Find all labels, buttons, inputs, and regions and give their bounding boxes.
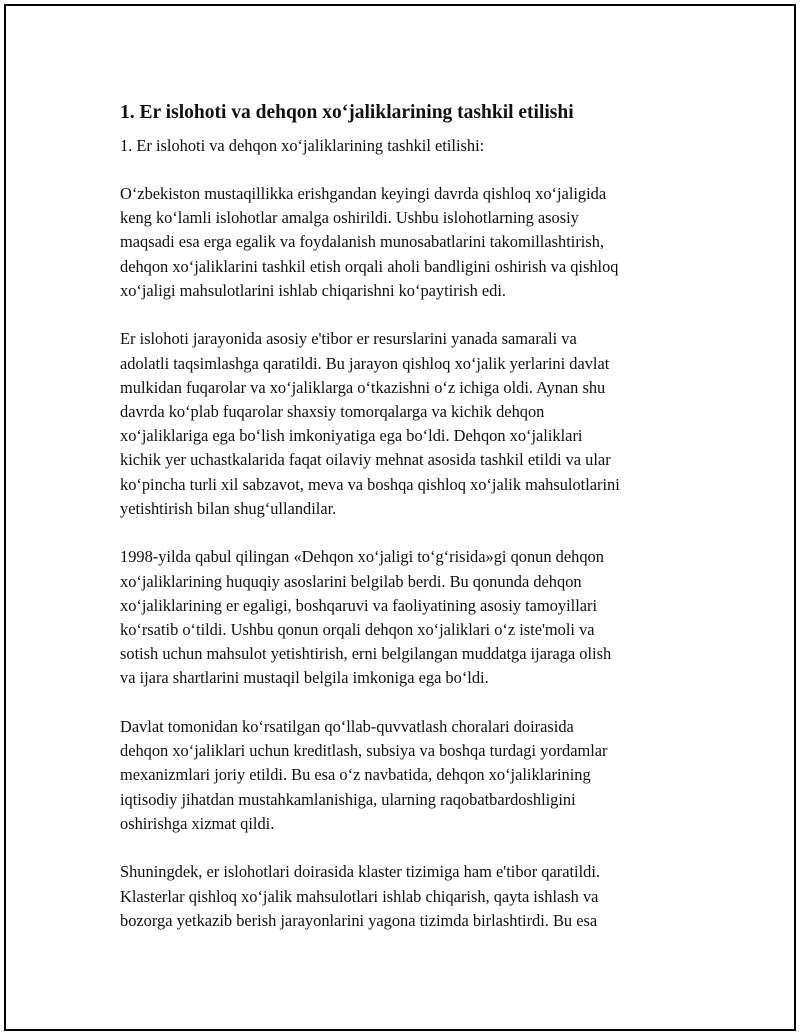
text-line: adolatli taqsimlashga qaratildi. Bu jarayon qishloq xoʻjalik yerlarini davlat (120, 353, 610, 373)
paragraph-1 (120, 182, 680, 303)
text-line: yetishtirish bilan shugʻullandilar. (120, 498, 337, 518)
text-line: Klasterlar qishloq xoʻjalik mahsulotlari ishlab chiqarish, qayta ishlash va (120, 886, 599, 906)
text-line: koʻpincha turli xil sabzavot, meva va boshqa qishloq xoʻjalik mahsulotlarini (120, 474, 620, 494)
text-line: davrda koʻplab fuqarolar shaxsiy tomorqalarga va kichik dehqon (120, 402, 545, 422)
text-line: oshirishga xizmat qildi. (120, 813, 275, 833)
section-subheading: 1. Er islohoti va dehqon xoʻjaliklarining tashkil etilishi: (120, 136, 485, 155)
document-content (120, 100, 680, 957)
text-line: maqsadi esa erga egalik va foydalanish munosabatlarini takomillashtirish, (120, 232, 605, 252)
text-line: sotish uchun mahsulot yetishtirish, erni belgilangan muddatga ijaraga olish (120, 644, 612, 664)
text-line: bozorga yetkazib berish jarayonlarini yagona tizimda birlashtirdi. Bu esa (120, 910, 598, 930)
document-page (4, 4, 796, 1031)
paragraph-2 (120, 327, 680, 521)
text-line: Oʻzbekiston mustaqillikka erishgandan keyingi davrda qishloq xoʻjaligida (120, 184, 607, 203)
text-line: kichik yer uchastkalarida faqat oilaviy mehnat asosida tashkil etildi va ular (120, 450, 611, 470)
document-heading: 1. Er islohoti va dehqon xoʻjaliklarining tashkil etilishi (120, 102, 574, 123)
text-line: Er islohoti jarayonida asosiy e'tibor er resurslarini yanada samarali va (120, 329, 577, 349)
text-line: mulkidan fuqarolar va xoʻjaliklarga oʻtkazishni oʻz ichiga oldi. Aynan shu (120, 377, 606, 397)
text-line: koʻrsatib oʻtildi. Ushbu qonun orqali dehqon xoʻjaliklari oʻz iste'moli va (120, 620, 595, 640)
paragraph-3 (120, 545, 680, 690)
text-line: va ijara shartlarini mustaqil belgila imkoniga ega boʻldi. (120, 668, 489, 688)
text-line: xoʻjaligi mahsulotlarini ishlab chiqarishni koʻpaytirish edi. (120, 280, 507, 300)
paragraph-4 (120, 715, 680, 836)
text-line: Davlat tomonidan koʻrsatilgan qoʻllab-quvvatlash choralari doirasida (120, 717, 574, 737)
text-line: xoʻjaliklariga ega boʻlish imkoniyatiga ega boʻldi. Dehqon xoʻjaliklari (120, 426, 583, 446)
text-line: dehqon xoʻjaliklari uchun kreditlash, subsiya va boshqa turdagi yordamlar (120, 741, 608, 761)
text-line: keng koʻlamli islohotlar amalga oshirildi. Ushbu islohotlarning asosiy (120, 208, 579, 228)
paragraph-5 (120, 860, 680, 933)
text-line: dehqon xoʻjaliklarini tashkil etish orqali aholi bandligini oshirish va qishloq (120, 256, 619, 276)
text-line: xoʻjaliklarining huquqiy asoslarini belgilab berdi. Bu qonunda dehqon (120, 571, 582, 591)
text-line: 1998-yilda qabul qilingan «Dehqon xoʻjaligi toʻgʻrisida»gi qonun dehqon (120, 547, 604, 567)
text-line: mexanizmlari joriy etildi. Bu esa oʻz navbatida, dehqon xoʻjaliklarining (120, 765, 591, 785)
text-line: iqtisodiy jihatdan mustahkamlanishiga, ularning raqobatbardoshligini (120, 789, 576, 809)
text-line: xoʻjaliklarining er egaligi, boshqaruvi va faoliyatining asosiy tamoyillari (120, 595, 598, 615)
text-line: Shuningdek, er islohotlari doirasida klaster tizimiga ham e'tibor qaratildi. (120, 862, 600, 882)
